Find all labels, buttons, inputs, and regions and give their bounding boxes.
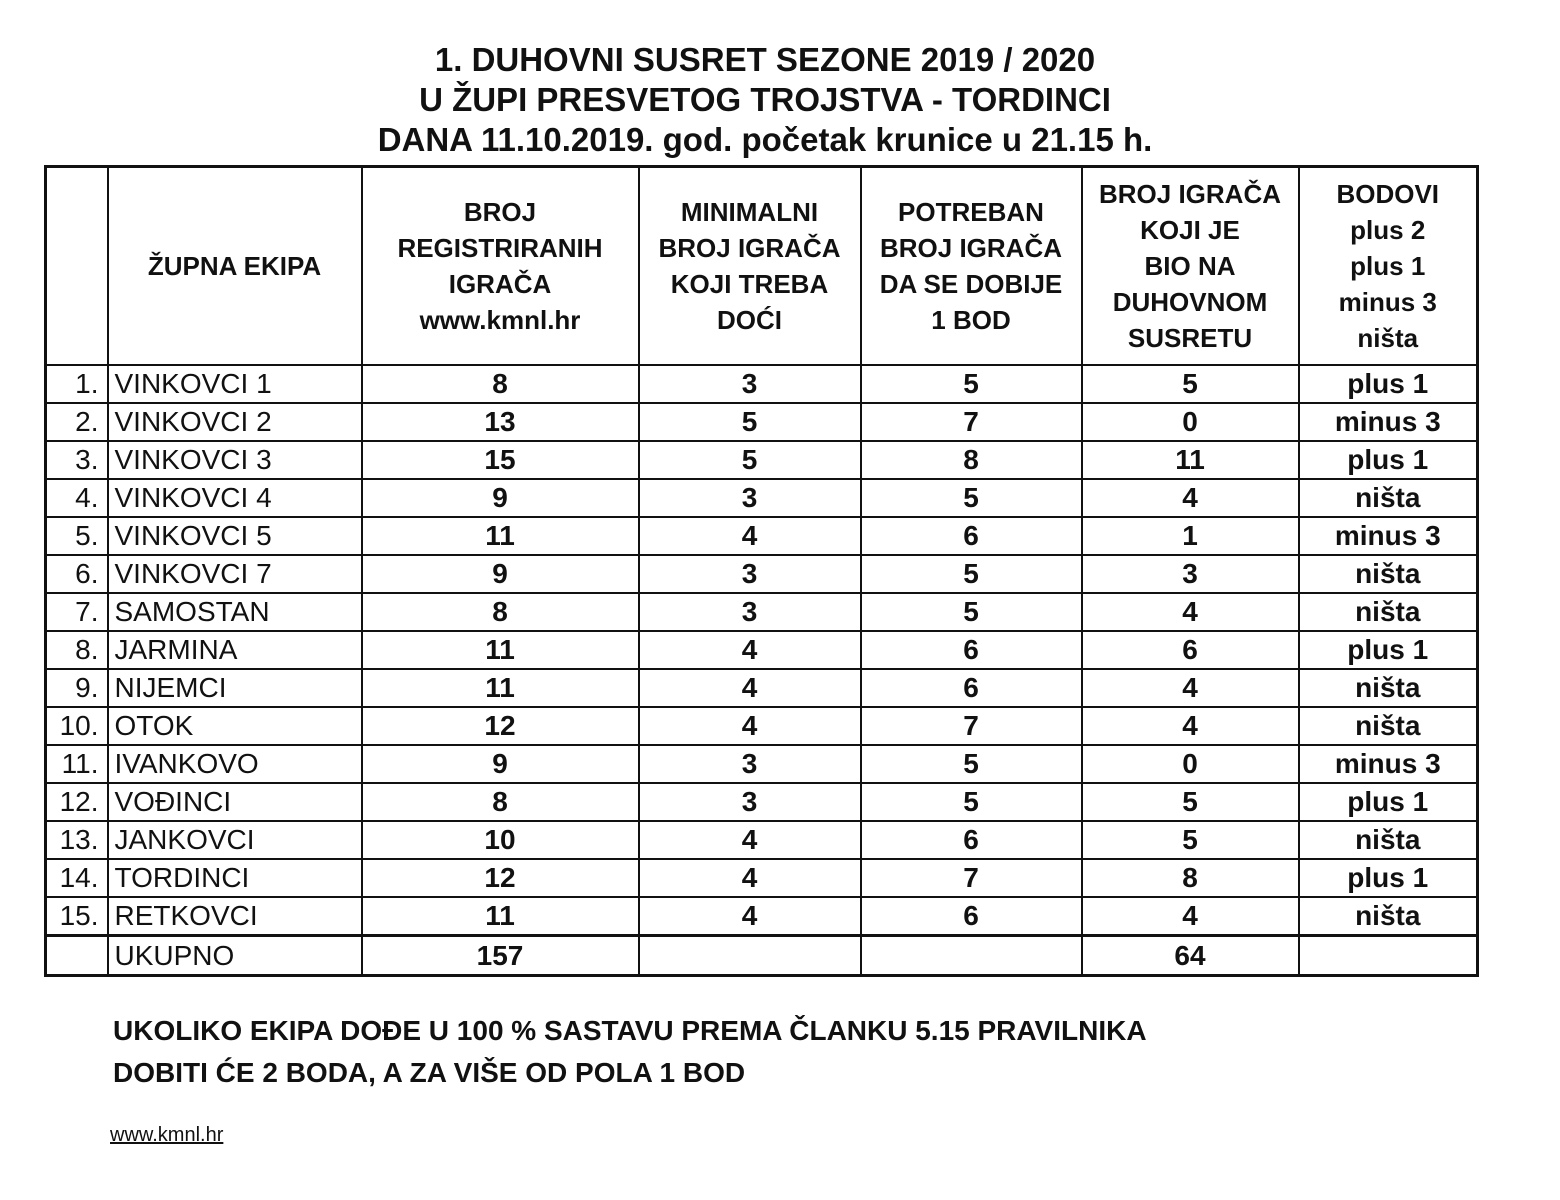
points-value: minus 3 <box>1299 517 1478 555</box>
minimal-count: 4 <box>639 517 861 555</box>
title-line-3: DANA 11.10.2019. god. početak krunice u 21.15 h. <box>377 121 1153 158</box>
needed-count: 5 <box>861 479 1082 517</box>
points-value: minus 3 <box>1299 403 1478 441</box>
needed-count: 6 <box>861 517 1082 555</box>
minimal-count: 4 <box>639 707 861 745</box>
table-row <box>46 403 1478 441</box>
header-attended: BROJ IGRAČA KOJI JE BIO NA DUHOVNOM SUSRETU <box>1082 167 1299 366</box>
attended-count: 4 <box>1082 669 1299 707</box>
row-number: 1. <box>46 365 108 403</box>
needed-count: 8 <box>861 441 1082 479</box>
minimal-count: 4 <box>639 859 861 897</box>
registered-count: 8 <box>362 783 639 821</box>
total-attended: 64 <box>1082 936 1299 976</box>
team-name: SAMOSTAN <box>108 593 362 631</box>
registered-count: 11 <box>362 631 639 669</box>
needed-count: 5 <box>861 745 1082 783</box>
needed-count: 5 <box>861 555 1082 593</box>
minimal-count: 5 <box>639 403 861 441</box>
total-row <box>46 936 1478 976</box>
team-name: VINKOVCI 7 <box>108 555 362 593</box>
points-value: ništa <box>1299 707 1478 745</box>
row-number: 2. <box>46 403 108 441</box>
row-number: 7. <box>46 593 108 631</box>
attended-count: 6 <box>1082 631 1299 669</box>
header-points: BODOVI plus 2 plus 1 minus 3 ništa <box>1299 167 1478 366</box>
header-number <box>46 167 108 366</box>
registered-count: 13 <box>362 403 639 441</box>
row-number: 4. <box>46 479 108 517</box>
team-name: VINKOVCI 2 <box>108 403 362 441</box>
table-row <box>46 555 1478 593</box>
registered-count: 11 <box>362 669 639 707</box>
table-row <box>46 365 1478 403</box>
row-number: 10. <box>46 707 108 745</box>
table-row <box>46 821 1478 859</box>
minimal-count: 4 <box>639 631 861 669</box>
title-line-2: U ŽUPI PRESVETOG TROJSTVA - TORDINCI <box>419 81 1111 118</box>
attended-count: 4 <box>1082 707 1299 745</box>
header-minimal: MINIMALNI BROJ IGRAČA KOJI TREBA DOĆI <box>639 167 861 366</box>
registered-count: 11 <box>362 897 639 936</box>
needed-count: 5 <box>861 365 1082 403</box>
total-registered: 157 <box>362 936 639 976</box>
points-value: ništa <box>1299 555 1478 593</box>
registered-count: 9 <box>362 479 639 517</box>
team-name: VOĐINCI <box>108 783 362 821</box>
minimal-count: 4 <box>639 897 861 936</box>
header-row <box>46 167 1478 366</box>
row-number: 5. <box>46 517 108 555</box>
team-name: JANKOVCI <box>108 821 362 859</box>
results-table-container <box>44 165 1476 977</box>
rules-note-line-1: UKOLIKO EKIPA DOĐE U 100 % SASTAVU PREMA ČLANKU 5.15 PRAVILNIKA <box>113 1015 1147 1046</box>
table-row <box>46 669 1478 707</box>
table-row <box>46 517 1478 555</box>
attended-count: 5 <box>1082 365 1299 403</box>
minimal-count: 4 <box>639 669 861 707</box>
attended-count: 3 <box>1082 555 1299 593</box>
team-name: VINKOVCI 5 <box>108 517 362 555</box>
table-row <box>46 479 1478 517</box>
attended-count: 11 <box>1082 441 1299 479</box>
table-row <box>46 897 1478 936</box>
attended-count: 8 <box>1082 859 1299 897</box>
team-name: JARMINA <box>108 631 362 669</box>
registered-count: 12 <box>362 707 639 745</box>
points-value: plus 1 <box>1299 365 1478 403</box>
needed-count: 6 <box>861 821 1082 859</box>
table-row <box>46 745 1478 783</box>
row-number: 9. <box>46 669 108 707</box>
points-value: plus 1 <box>1299 441 1478 479</box>
table-row <box>46 707 1478 745</box>
team-name: NIJEMCI <box>108 669 362 707</box>
needed-count: 7 <box>861 707 1082 745</box>
minimal-count: 3 <box>639 555 861 593</box>
table-row <box>46 783 1478 821</box>
registered-count: 8 <box>362 365 639 403</box>
total-minimal-cell <box>639 936 861 976</box>
needed-count: 5 <box>861 593 1082 631</box>
points-value: minus 3 <box>1299 745 1478 783</box>
registered-count: 9 <box>362 745 639 783</box>
total-label: UKUPNO <box>108 936 362 976</box>
results-table <box>44 165 1479 977</box>
row-number: 3. <box>46 441 108 479</box>
registered-count: 8 <box>362 593 639 631</box>
table-row <box>46 593 1478 631</box>
registered-count: 9 <box>362 555 639 593</box>
points-value: ništa <box>1299 669 1478 707</box>
row-number: 15. <box>46 897 108 936</box>
registered-count: 10 <box>362 821 639 859</box>
minimal-count: 4 <box>639 821 861 859</box>
attended-count: 4 <box>1082 897 1299 936</box>
needed-count: 6 <box>861 631 1082 669</box>
points-value: plus 1 <box>1299 783 1478 821</box>
row-number: 8. <box>46 631 108 669</box>
minimal-count: 3 <box>639 593 861 631</box>
needed-count: 7 <box>861 403 1082 441</box>
rules-note-line-2: DOBITI ĆE 2 BODA, A ZA VIŠE OD POLA 1 BOD <box>113 1057 746 1088</box>
header-registered: BROJ REGISTRIRANIH IGRAČA www.kmnl.hr <box>362 167 639 366</box>
row-number: 12. <box>46 783 108 821</box>
team-name: VINKOVCI 1 <box>108 365 362 403</box>
points-value: plus 1 <box>1299 631 1478 669</box>
team-name: OTOK <box>108 707 362 745</box>
row-number: 6. <box>46 555 108 593</box>
needed-count: 7 <box>861 859 1082 897</box>
minimal-count: 3 <box>639 783 861 821</box>
attended-count: 5 <box>1082 783 1299 821</box>
team-name: VINKOVCI 3 <box>108 441 362 479</box>
rules-note <box>113 1010 1147 1094</box>
points-value: ništa <box>1299 593 1478 631</box>
minimal-count: 3 <box>639 365 861 403</box>
team-name: IVANKOVO <box>108 745 362 783</box>
points-value: ništa <box>1299 897 1478 936</box>
website-link[interactable]: www.kmnl.hr <box>110 1124 224 1146</box>
team-name: TORDINCI <box>108 859 362 897</box>
attended-count: 0 <box>1082 403 1299 441</box>
attended-count: 1 <box>1082 517 1299 555</box>
minimal-count: 3 <box>639 479 861 517</box>
points-value: ništa <box>1299 479 1478 517</box>
attended-count: 4 <box>1082 479 1299 517</box>
minimal-count: 5 <box>639 441 861 479</box>
minimal-count: 3 <box>639 745 861 783</box>
table-row <box>46 441 1478 479</box>
row-number: 14. <box>46 859 108 897</box>
points-value: ništa <box>1299 821 1478 859</box>
registered-count: 12 <box>362 859 639 897</box>
registered-count: 15 <box>362 441 639 479</box>
total-points-cell <box>1299 936 1478 976</box>
attended-count: 0 <box>1082 745 1299 783</box>
total-number-cell <box>46 936 108 976</box>
table-row <box>46 859 1478 897</box>
document-title <box>0 40 1530 160</box>
attended-count: 4 <box>1082 593 1299 631</box>
registered-count: 11 <box>362 517 639 555</box>
needed-count: 6 <box>861 669 1082 707</box>
header-team: ŽUPNA EKIPA <box>108 167 362 366</box>
team-name: VINKOVCI 4 <box>108 479 362 517</box>
title-line-1: 1. DUHOVNI SUSRET SEZONE 2019 / 2020 <box>434 41 1096 78</box>
header-needed: POTREBAN BROJ IGRAČA DA SE DOBIJE 1 BOD <box>861 167 1082 366</box>
needed-count: 5 <box>861 783 1082 821</box>
row-number: 11. <box>46 745 108 783</box>
attended-count: 5 <box>1082 821 1299 859</box>
points-value: plus 1 <box>1299 859 1478 897</box>
team-name: RETKOVCI <box>108 897 362 936</box>
table-row <box>46 631 1478 669</box>
needed-count: 6 <box>861 897 1082 936</box>
row-number: 13. <box>46 821 108 859</box>
total-needed-cell <box>861 936 1082 976</box>
